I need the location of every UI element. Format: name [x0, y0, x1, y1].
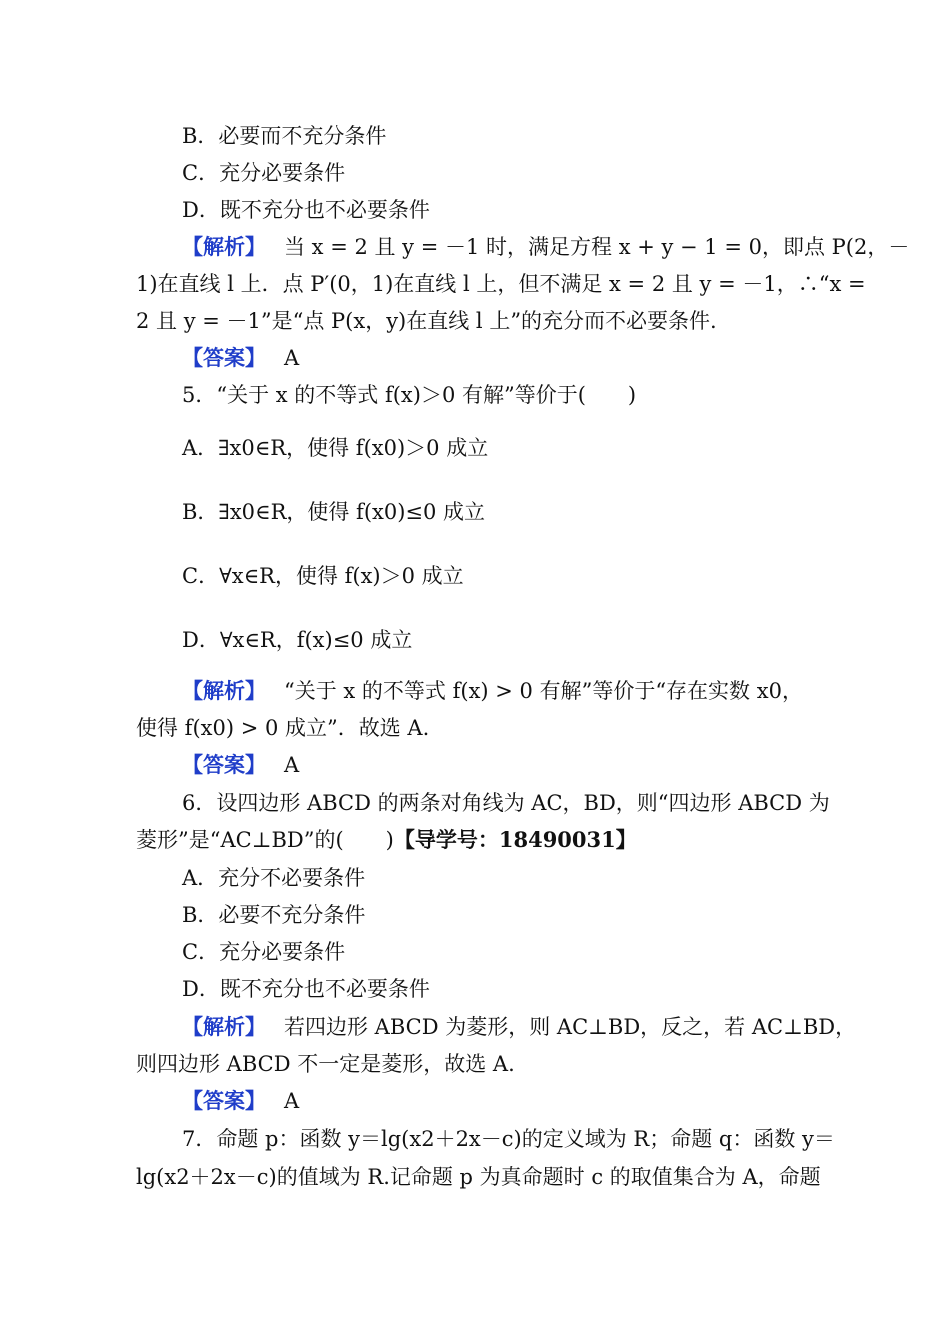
q4-answer-value: A: [284, 346, 300, 370]
q6-stem-text-2: 菱形”是“AC⊥BD”的( ): [136, 828, 394, 852]
q5-stem: 5．“关于 x 的不等式 f(x)＞0 有解”等价于( ): [182, 383, 637, 407]
q6-analysis-tag: 【解析】: [182, 1014, 266, 1039]
q4-analysis-line-3: 2 且 y = －1”是“点 P(x，y)在直线 l 上”的充分而不必要条件.: [136, 309, 717, 333]
q5-option-c: C．∀x∈R，使得 f(x)＞0 成立: [182, 564, 464, 588]
q4-analysis-line-1: [182, 233, 909, 261]
q6-analysis-line-2: 则四边形 ABCD 不一定是菱形，故选 A.: [136, 1052, 515, 1076]
q5-answer-tag: 【答案】: [182, 752, 266, 777]
q6-option-d: D．既不充分也不必要条件: [182, 977, 430, 1001]
q4-analysis-text-1: 当 x = 2 且 y = －1 时，满足方程 x + y − 1 = 0，即点 P(2，－: [284, 235, 910, 259]
q5-analysis-tag: 【解析】: [182, 678, 266, 703]
q5-answer-value: A: [284, 753, 300, 777]
q4-answer-tag: 【答案】: [182, 345, 266, 370]
q6-answer-tag: 【答案】: [182, 1088, 266, 1113]
q6-stem-line-2: [136, 826, 637, 854]
q6-analysis-line-1: [182, 1013, 856, 1041]
q6-guide-number: 【导学号：18490031】: [393, 827, 637, 852]
q6-answer-line: [182, 1087, 299, 1115]
q7-stem-line-2: lg(x2＋2x－c)的值域为 R.记命题 p 为真命题时 c 的取值集合为 A，命题: [136, 1165, 821, 1189]
q7-stem-line-1: 7．命题 p：函数 y＝lg(x2＋2x－c)的定义域为 R；命题 q：函数 y＝: [182, 1127, 835, 1151]
q6-analysis-text-1: 若四边形 ABCD 为菱形，则 AC⊥BD，反之，若 AC⊥BD，: [284, 1015, 857, 1039]
q6-option-c: C．充分必要条件: [182, 940, 346, 964]
q5-analysis-text-1: “关于 x 的不等式 f(x) > 0 有解”等价于“存在实数 x0，: [284, 679, 803, 703]
q4-analysis-line-2: 1)在直线 l 上．点 P′(0，1)在直线 l 上，但不满足 x = 2 且 y = －1，∴“x =: [136, 272, 866, 296]
q5-option-d: D．∀x∈R，f(x)≤0 成立: [182, 628, 413, 652]
q5-analysis-line-2: 使得 f(x0) > 0 成立”．故选 A.: [136, 716, 430, 740]
q4-analysis-tag: 【解析】: [182, 234, 266, 259]
q6-option-b: B．必要不充分条件: [182, 903, 366, 927]
q5-answer-line: [182, 751, 299, 779]
q6-option-a: A．充分不必要条件: [182, 866, 366, 890]
q4-answer-line: [182, 344, 299, 372]
q5-option-b: B．∃x0∈R，使得 f(x0)≤0 成立: [182, 500, 486, 524]
q6-answer-value: A: [284, 1089, 300, 1113]
q5-option-a: A．∃x0∈R，使得 f(x0)＞0 成立: [182, 436, 489, 460]
q4-option-b: B．必要而不充分条件: [182, 124, 387, 148]
q4-option-c: C．充分必要条件: [182, 161, 346, 185]
q4-option-d: D．既不充分也不必要条件: [182, 198, 430, 222]
q6-stem-line-1: 6．设四边形 ABCD 的两条对角线为 AC，BD，则“四边形 ABCD 为: [182, 791, 830, 815]
q5-analysis-line-1: [182, 677, 803, 705]
